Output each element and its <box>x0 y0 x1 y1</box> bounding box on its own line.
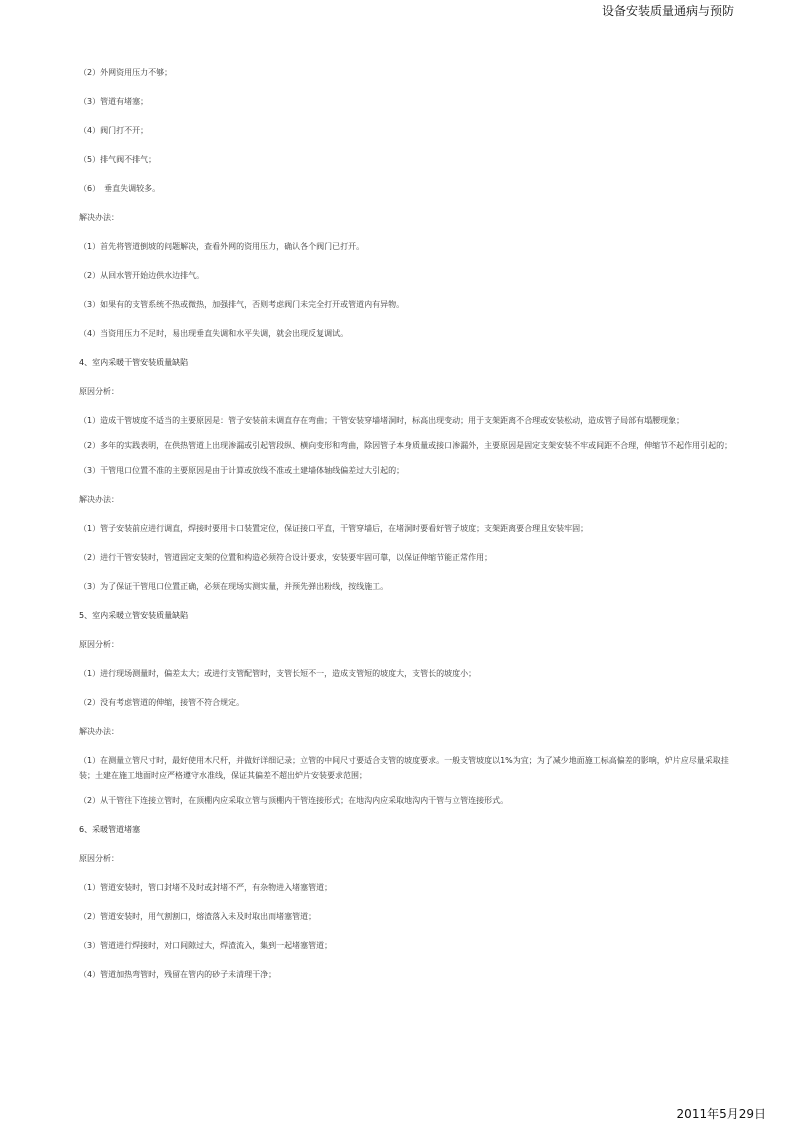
section-label: 原因分析： <box>79 387 119 396</box>
paragraph: （2）外网资用压力不够； <box>79 68 173 77</box>
paragraph: （1）进行现场测量时，偏差太大；或进行支管配管时，支管长短不一，造成支管短的坡度大，支管长的坡度小； <box>79 669 477 678</box>
paragraph: （4）阀门打不开； <box>79 126 149 135</box>
paragraph: （2）从干管往下连接立管时，在顶棚内应采取立管与顶棚内干管连接形式；在地沟内应采取地沟内干管与立管连接形式。 <box>79 796 509 805</box>
paragraph: （4）当资用压力不足时，易出现垂直失调和水平失调，就会出现反复调试。 <box>79 329 349 338</box>
section-heading: 6、采暖管道堵塞 <box>79 825 141 834</box>
paragraph: （4）管道加热弯管时，残留在管内的砂子未清理干净； <box>79 970 277 979</box>
paragraph: （3）干管甩口位置不准的主要原因是由于计算或放线不准或土建墙体轴线偏差过大引起的； <box>79 466 405 475</box>
paragraph: （3）管道有堵塞； <box>79 97 149 106</box>
paragraph: （6） 垂直失调较多。 <box>79 184 161 193</box>
section-label: 原因分析： <box>79 640 119 649</box>
section-label: 解决办法： <box>79 727 119 736</box>
section-heading: 5、室内采暖立管安装质量缺陷 <box>79 611 189 620</box>
paragraph: （2）进行干管安装时，管道固定支架的位置和构造必须符合设计要求，安装要牢固可靠，以保证伸缩节能正常作用； <box>79 553 493 562</box>
paragraph: （2）从回水管开始边供水边排气。 <box>79 271 205 280</box>
section-label: 解决办法： <box>79 495 119 504</box>
page-footer-date: 2011年5月29日 <box>676 1107 766 1121</box>
paragraph: （2）没有考虑管道的伸缩，接管不符合规定。 <box>79 698 245 707</box>
paragraph: （3）如果有的支管系统不热或微热，加强排气，否则考虑阀门未完全打开或管道内有异物。 <box>79 300 405 309</box>
section-heading: 4、室内采暖干管安装质量缺陷 <box>79 358 189 367</box>
paragraph: （1）首先将管道倒坡的问题解决，查看外网的资用压力，确认各个阀门已打开。 <box>79 242 365 251</box>
paragraph: （3）管道进行焊接时，对口间隙过大，焊渣流入，集到一起堵塞管道； <box>79 941 333 950</box>
paragraph: （1）造成干管坡度不适当的主要原因是：管子安装前未调直存在弯曲；干管安装穿墙堵洞时，标高出现变动；用于支架距离不合理或安装松动，造成管子局部有塌腰现象； <box>79 416 685 425</box>
paragraph: （5）排气阀不排气； <box>79 155 157 164</box>
paragraph: （2）管道安装时，用气割割口，熔渣落入未及时取出而堵塞管道； <box>79 912 317 921</box>
paragraph: （2）多年的实践表明，在供热管道上出现渗漏或引起管段纵、横向变形和弯曲，除因管子本身质量或接口渗漏外，主要原因是固定支架安装不牢或间距不合理，伸缩节不起作用引起的； <box>79 441 733 450</box>
paragraph: （1）管道安装时，管口封堵不及时或封堵不严，有杂物进入堵塞管道； <box>79 883 333 892</box>
paragraph: （3）为了保证干管甩口位置正确，必须在现场实测实量，并预先弹出粉线，按线施工。 <box>79 582 389 591</box>
paragraph: （1）在测量立管尺寸时，最好使用木尺杆，并做好详细记录；立管的中间尺寸要适合支管的坡度要求。一般支管坡度以1%为宜；为了减少地面施工标高偏差的影响，炉片应尽量采取挂装；土建在施工地面时应严格遵守水准线，保证其偏差不超出炉片安装要求范围； <box>79 756 729 780</box>
document-body <box>79 65 739 996</box>
section-label: 解决办法： <box>79 213 119 222</box>
page-header-title: 设备安装质量通病与预防 <box>601 4 734 18</box>
section-label: 原因分析： <box>79 854 119 863</box>
paragraph: （1）管子安装前应进行调直，焊接时要用卡口装置定位，保证接口平直，干管穿墙后，在堵洞时要看好管子坡度；支架距离要合理且安装牢固； <box>79 524 589 533</box>
